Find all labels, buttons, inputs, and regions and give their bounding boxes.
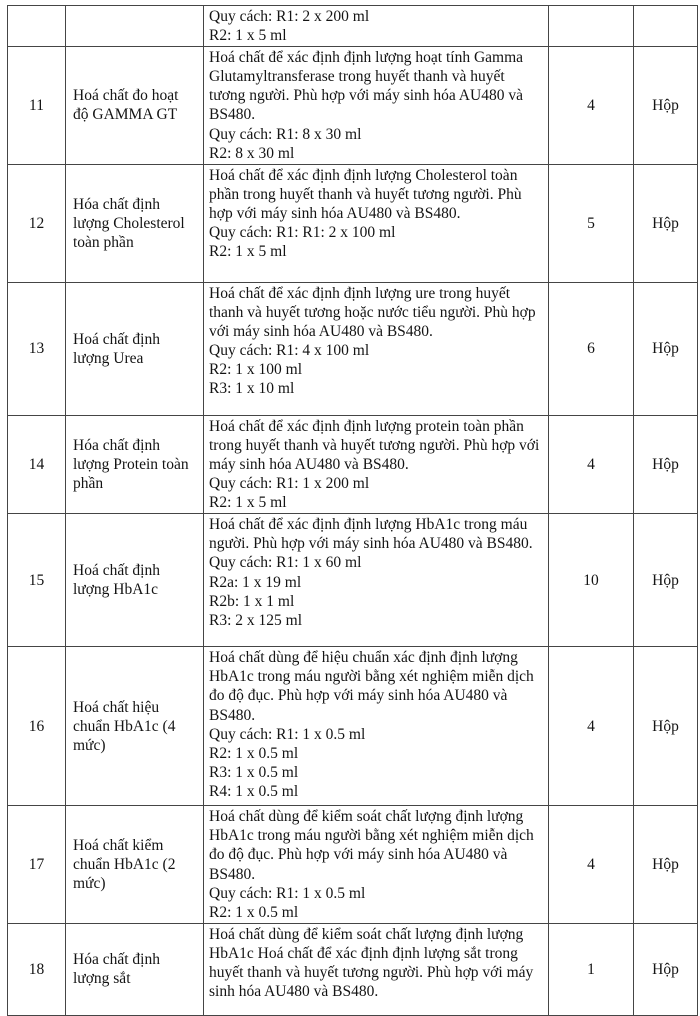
description-cell xyxy=(204,6,549,47)
description-text: Hoá chất để xác định định lượng ure trong huyết thanh và huyết tương hoặc nước tiểu người. Phù hợp với máy sinh hóa AU480 và BS480. xyxy=(209,284,536,340)
spec-lines xyxy=(209,223,544,261)
unit-cell: Hộp xyxy=(634,647,698,806)
spec-lines xyxy=(209,7,544,45)
stt-cell: 14 xyxy=(8,415,66,513)
stt-cell: 12 xyxy=(8,164,66,282)
description-text: Hoá chất để xác định định lượng Cholesterol toàn phần trong huyết thanh và huyết tương người. Phù hợp với máy sinh hóa AU480 và BS480. xyxy=(209,166,522,222)
spec-line: R2: 1 x 5 ml xyxy=(209,27,287,45)
stt-cell: 15 xyxy=(8,514,66,647)
unit-cell: Hộp xyxy=(634,806,698,924)
spec-line: Quy cách: R1: 1 x 60 ml xyxy=(209,554,362,572)
spec-lines xyxy=(209,341,544,398)
description-cell xyxy=(204,806,549,924)
chemicals-table xyxy=(7,5,698,1016)
table-row xyxy=(8,47,698,165)
spec-line: R2: 1 x 5 ml xyxy=(209,243,287,261)
spec-line: Quy cách: R1: R1: 2 x 100 ml xyxy=(209,224,396,242)
spec-line: R2b: 1 x 1 ml xyxy=(209,592,295,610)
name-cell: Hoá chất kiểm chuẩn HbA1c (2 mức) xyxy=(66,806,204,924)
name-cell xyxy=(66,6,204,47)
unit-cell: Hộp xyxy=(634,923,698,1015)
table-row xyxy=(8,415,698,513)
table-row xyxy=(8,923,698,1015)
spec-lines xyxy=(209,474,544,512)
description-text: Hoá chất để xác định định lượng hoạt tính Gamma Glutamyltransferase trong huyết thanh và huyết tương người. Phù hợp với máy sinh hóa AU480 và BS480. xyxy=(209,49,524,124)
quantity-cell: 4 xyxy=(549,415,634,513)
table-row xyxy=(8,282,698,415)
description-cell xyxy=(204,282,549,415)
spec-line: R2: 8 x 30 ml xyxy=(209,144,295,162)
unit-cell xyxy=(634,6,698,47)
description-cell xyxy=(204,514,549,647)
description-cell xyxy=(204,415,549,513)
spec-line: Quy cách: R1: 4 x 100 ml xyxy=(209,342,370,360)
spec-line: R3: 2 x 125 ml xyxy=(209,611,303,629)
quantity-cell xyxy=(549,6,634,47)
stt-cell: 16 xyxy=(8,647,66,806)
name-cell: Hóa chất định lượng sắt xyxy=(66,923,204,1015)
spec-lines xyxy=(209,553,544,629)
description-cell xyxy=(204,47,549,165)
spec-line: R4: 1 x 0.5 ml xyxy=(209,782,299,800)
table-row xyxy=(8,6,698,47)
spec-line: Quy cách: R1: 8 x 30 ml xyxy=(209,125,362,143)
table-row xyxy=(8,164,698,282)
spec-line: R2: 1 x 100 ml xyxy=(209,361,303,379)
spec-line: R2: 1 x 5 ml xyxy=(209,494,287,512)
description-text: Hoá chất dùng để kiểm soát chất lượng định lượng HbA1c Hoá chất để xác định định lượng sắt trong huyết thanh và huyết tương người. Phù hợp với máy sinh hóa AU480 và BS480. xyxy=(209,925,534,1001)
description-cell xyxy=(204,923,549,1015)
description-text: Hoá chất để xác định định lượng HbA1c trong máu người. Phù hợp với máy sinh hóa AU480 và BS480. xyxy=(209,516,533,553)
spec-line: R3: 1 x 10 ml xyxy=(209,380,295,398)
table-body xyxy=(8,6,698,1016)
spec-line: R2: 1 x 0.5 ml xyxy=(209,744,299,762)
name-cell: Hóa chất định lượng Cholesterol toàn phần xyxy=(66,164,204,282)
unit-cell: Hộp xyxy=(634,514,698,647)
spec-lines xyxy=(209,884,544,922)
quantity-cell: 1 xyxy=(549,923,634,1015)
stt-cell xyxy=(8,6,66,47)
table-row xyxy=(8,514,698,647)
quantity-cell: 4 xyxy=(549,806,634,924)
table-row xyxy=(8,806,698,924)
name-cell: Hoá chất định lượng Urea xyxy=(66,282,204,415)
description-text: Hoá chất dùng để hiệu chuẩn xác định định lượng HbA1c trong máu người bằng xét nghiệm miễn dịch đo độ đục. Phù hợp với máy sinh hóa AU480 và BS480. xyxy=(209,649,534,724)
name-cell: Hoá chất đo hoạt độ GAMMA GT xyxy=(66,47,204,165)
unit-cell: Hộp xyxy=(634,415,698,513)
description-text: Hoá chất dùng để kiểm soát chất lượng định lượng HbA1c trong máu người bằng xét nghiệm miễn dịch đo độ đục. Phù hợp với máy sinh hóa AU480 và BS480. xyxy=(209,808,534,883)
description-text: Hoá chất để xác định định lượng protein toàn phần trong huyết thanh và huyết tương người. Phù hợp với máy sinh hóa AU480 và BS480. xyxy=(209,417,540,473)
spec-line: Quy cách: R1: 2 x 200 ml xyxy=(209,8,370,25)
spec-line: R3: 1 x 0.5 ml xyxy=(209,763,299,781)
stt-cell: 17 xyxy=(8,806,66,924)
stt-cell: 13 xyxy=(8,282,66,415)
spec-line: Quy cách: R1: 1 x 0.5 ml xyxy=(209,884,366,902)
description-cell xyxy=(204,164,549,282)
quantity-cell: 4 xyxy=(549,647,634,806)
name-cell: Hoá chất định lượng HbA1c xyxy=(66,514,204,647)
quantity-cell: 5 xyxy=(549,164,634,282)
spec-line: Quy cách: R1: 1 x 200 ml xyxy=(209,475,370,493)
quantity-cell: 6 xyxy=(549,282,634,415)
spec-line: R2a: 1 x 19 ml xyxy=(209,573,302,591)
quantity-cell: 10 xyxy=(549,514,634,647)
spec-lines xyxy=(209,125,544,163)
unit-cell: Hộp xyxy=(634,282,698,415)
stt-cell: 18 xyxy=(8,923,66,1015)
spec-line: Quy cách: R1: 1 x 0.5 ml xyxy=(209,725,366,743)
name-cell: Hoá chất hiệu chuẩn HbA1c (4 mức) xyxy=(66,647,204,806)
spec-line: R2: 1 x 0.5 ml xyxy=(209,903,299,921)
unit-cell: Hộp xyxy=(634,47,698,165)
spec-lines xyxy=(209,725,544,801)
stt-cell: 11 xyxy=(8,47,66,165)
name-cell: Hóa chất định lượng Protein toàn phần xyxy=(66,415,204,513)
quantity-cell: 4 xyxy=(549,47,634,165)
unit-cell: Hộp xyxy=(634,164,698,282)
table-row xyxy=(8,647,698,806)
description-cell xyxy=(204,647,549,806)
